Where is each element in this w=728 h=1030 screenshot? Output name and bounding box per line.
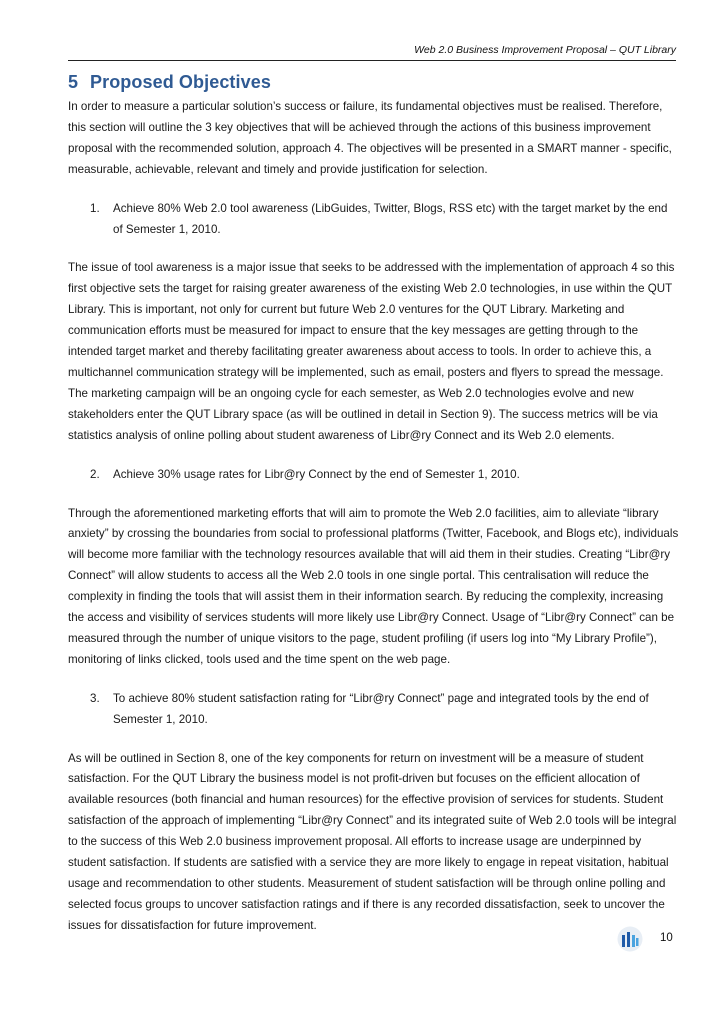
objective-number: 2. bbox=[90, 467, 100, 481]
objective-item bbox=[68, 199, 680, 241]
objective-2-paragraph: Through the aforementioned marketing efforts that will aim to promote the Web 2.0 facilities, aim to alleviate “library anxiety” by crossing the boundaries from social to professional platforms (Twitter, Facebook, and Blogs etc), individuals will become more familiar with the technology resources available that will aid them in their studies. Creating “Libr@ry Connect” will allow students to access all the Web 2.0 tools in one single portal. This centralisation will reduce the complexity in finding the tools that will assist them in their information search. By reducing the complexity, increasing the access and visibility of services students will more likely use Libr@ry Connect. Usage of “Libr@ry Connect” can be measured through the number of unique visitors to the page, student profiling (if users log into “My Library Profile”), monitoring of links clicked, tools used and the time spent on the web page. bbox=[68, 506, 679, 666]
qut-logo-icon bbox=[617, 926, 643, 952]
objective-item bbox=[68, 465, 680, 486]
objective-item bbox=[68, 689, 680, 731]
objective-text: To achieve 80% student satisfaction rating for “Libr@ry Connect” page and integrated tools by the end of Semester 1, 2010. bbox=[113, 691, 649, 726]
objective-text: Achieve 30% usage rates for Libr@ry Connect by the end of Semester 1, 2010. bbox=[113, 467, 520, 481]
intro-paragraph: In order to measure a particular solution’s success or failure, its fundamental objectives must be realised. Therefore, this section will outline the 3 key objectives that will be achieved through the actions of this business improvement proposal with the recommended solution, approach 4. The objectives will be presented in a SMART manner - specific, measurable, achievable, relevant and timely and provide justification for selection. bbox=[68, 100, 672, 176]
running-header: Web 2.0 Business Improvement Proposal – QUT Library bbox=[414, 44, 676, 56]
header-divider bbox=[68, 60, 676, 61]
section-title: Proposed Objectives bbox=[90, 72, 271, 92]
objective-3-paragraph: As will be outlined in Section 8, one of the key components for return on investment will be a measure of student satisfaction. For the QUT Library the business model is not profit-driven but focuses on the efficient allocation of available resources (both financial and human resources) for the effective provision of services for students. Student satisfaction of the approach of implementing “Libr@ry Connect” and its integrated suite of Web 2.0 tools will be integral to the success of this Web 2.0 business improvement proposal. All efforts to increase usage are underpinned by student satisfaction. If students are satisfied with a service they are more likely to engage in repeat visitation, habitual usage and recommendation to other students. Measurement of student satisfaction will be through online polling and selected focus groups to uncover satisfaction ratings and if there is any recorded dissatisfaction, seek to uncover the issues for dissatisfaction for future improvement. bbox=[68, 751, 677, 932]
section-number: 5 bbox=[68, 72, 79, 92]
objective-1-paragraph: The issue of tool awareness is a major issue that seeks to be addressed with the implementation of approach 4 so this first objective sets the target for raising greater awareness of the existing Web 2.0 technologies, in use within the QUT Library. This is important, not only for current but future Web 2.0 ventures for the QUT Library. Marketing and communication efforts must be measured for impact to ensure that the key messages are getting through to the intended target market and thereby facilitating greater awareness about access to tools. In order to achieve this, a multichannel communication strategy will be implemented, such as email, posters and flyers to spread the message. The marketing campaign will be an ongoing cycle for each semester, as Web 2.0 technologies evolve and new stakeholders enter the QUT Library space (as will be outlined in detail in Section 9). The success metrics will be via statistics analysis of online polling about student awareness of Libr@ry Connect and its Web 2.0 elements. bbox=[68, 261, 675, 442]
objective-number: 3. bbox=[90, 691, 100, 705]
objective-number: 1. bbox=[90, 201, 100, 215]
section-heading bbox=[68, 72, 680, 93]
objective-text: Achieve 80% Web 2.0 tool awareness (LibGuides, Twitter, Blogs, RSS etc) with the target market by the end of Semester 1, 2010. bbox=[113, 201, 668, 236]
page-number: 10 bbox=[660, 932, 673, 944]
page-content bbox=[68, 72, 680, 937]
